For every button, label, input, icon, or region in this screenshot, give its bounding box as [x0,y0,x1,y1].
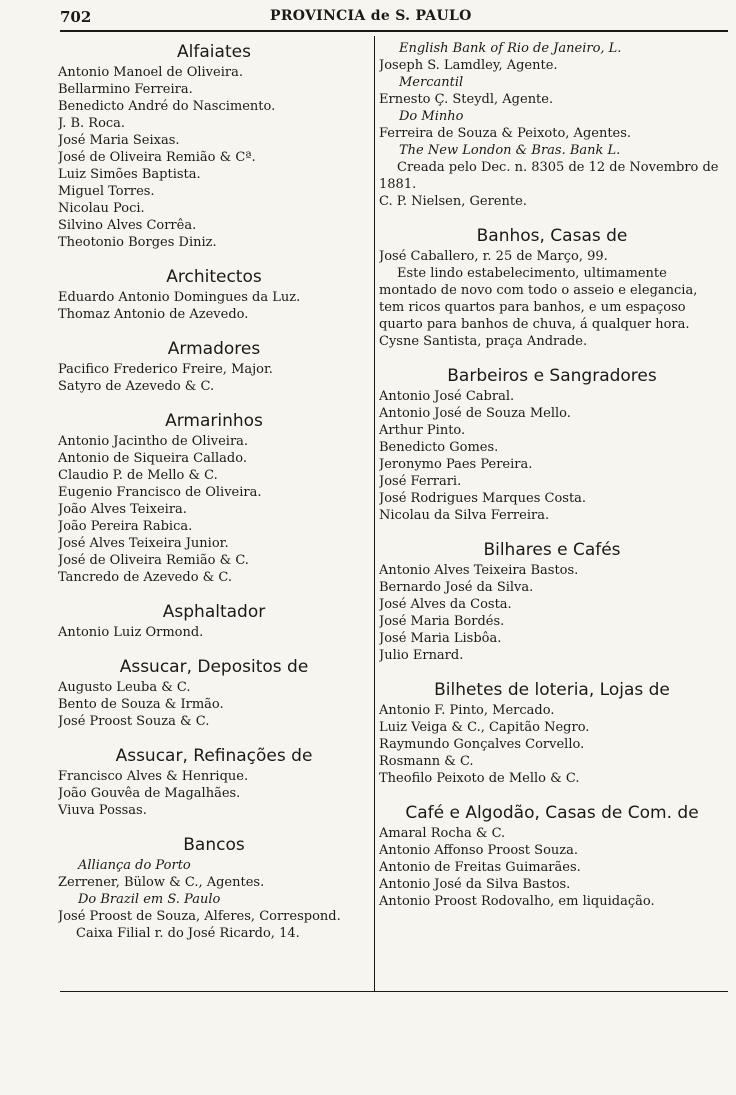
directory-entry: José Caballero, r. 25 de Março, 99. [379,249,608,264]
section-heading: Armadores [167,339,261,359]
directory-entry: José de Oliveira Remião & Cª. [58,150,256,165]
directory-entry: Ernesto Ç. Steydl, Agente. [379,92,554,107]
section-heading: Alfaiates [177,42,251,62]
directory-entry: Julio Ernard. [379,648,464,663]
section-heading: Assucar, Refinações de [115,746,313,766]
directory-entry: Antonio de Siqueira Callado. [58,451,247,466]
section-heading: Architectos [166,267,262,287]
directory-entry: Eugenio Francisco de Oliveira. [58,485,262,500]
directory-entry: Antonio José Cabral. [379,389,515,404]
column-divider [374,36,375,992]
directory-entry: Augusto Leuba & C. [58,680,191,695]
section-assucar-refinacoes [58,744,370,819]
directory-entry: Tancredo de Azevedo & C. [58,570,232,585]
directory-entry: Luiz Veiga & C., Capitão Negro. [379,720,590,735]
directory-entry: Nicolau da Silva Ferreira. [379,508,550,523]
directory-entry: Thomaz Antonio de Azevedo. [58,307,249,322]
section-assucar-depositos [58,655,370,730]
directory-entry: José Proost de Souza, Alferes, Correspond. [58,909,341,924]
directory-entry: Eduardo Antonio Domingues da Luz. [58,290,301,305]
directory-entry: Zerrener, Bülow & C., Agentes. [58,875,265,890]
directory-entry: José Proost Souza & C. [58,714,210,729]
directory-entry: José Maria Lisbôa. [379,631,502,646]
header-rule [60,30,728,32]
note-text: Este lindo estabelecimento, ultimamente montado de novo com todo o asseio e elegancia, tem ricos quartos para banhos, e um espaçoso quarto para banhos de chuva, á qualquer hora. [379,266,698,332]
section-cafe-algodao [379,801,725,910]
bank-name: Alliança do Porto [78,858,191,873]
directory-entry: Satyro de Azevedo & C. [58,379,215,394]
section-heading: Asphaltador [162,602,266,622]
directory-entry: Antonio Proost Rodovalho, em liquidação. [379,894,655,909]
section-heading: Bilhetes de loteria, Lojas de [434,680,670,700]
bank-name: Mercantil [399,75,464,90]
directory-entry: José Maria Seixas. [58,133,180,148]
directory-entry: C. P. Nielsen, Gerente. [379,194,527,209]
directory-entry: Bernardo José da Silva. [379,580,534,595]
section-heading: Barbeiros e Sangradores [447,366,657,386]
right-column [379,40,725,924]
section-heading: Banhos, Casas de [476,226,628,246]
directory-entry: Antonio Manoel de Oliveira. [58,65,243,80]
left-column [58,40,370,956]
directory-entry: Theotonio Borges Diniz. [58,235,217,250]
page-number: 702 [60,8,92,26]
directory-entry: José Alves Teixeira Junior. [58,536,229,551]
directory-entry: Bellarmino Ferreira. [58,82,193,97]
directory-entry: Cysne Santista, praça Andrade. [379,334,588,349]
directory-entry: José Alves da Costa. [379,597,512,612]
section-heading: Assucar, Depositos de [119,657,309,677]
directory-entry: Antonio José da Silva Bastos. [379,877,571,892]
bank-name: English Bank of Rio de Janeiro, L. [399,41,622,56]
directory-entry: João Alves Teixeira. [58,502,187,517]
directory-entry: José de Oliveira Remião & C. [58,553,249,568]
section-heading: Café e Algodão, Casas de Com. de [405,803,699,823]
directory-entry: Raymundo Gonçalves Corvello. [379,737,585,752]
section-heading: Bancos [183,835,245,855]
directory-entry: José Ferrari. [379,474,462,489]
directory-entry: Antonio F. Pinto, Mercado. [379,703,555,718]
section-bilhetes-loteria [379,678,725,787]
footer-rule [60,991,728,992]
section-alfaiates [58,40,370,251]
directory-entry: Antonio de Freitas Guimarães. [379,860,581,875]
directory-entry: Antonio Alves Teixeira Bastos. [379,563,579,578]
directory-entry: João Pereira Rabica. [58,519,193,534]
directory-entry: Luiz Simões Baptista. [58,167,201,182]
directory-entry: José Maria Bordés. [379,614,505,629]
directory-entry: Antonio Jacintho de Oliveira. [58,434,249,449]
section-bilhares [379,538,725,664]
section-armadores [58,337,370,395]
note-text: Creada pelo Dec. n. 8305 de 12 de Novembro de 1881. [379,160,719,192]
directory-entry: Antonio Luiz Ormond. [58,625,204,640]
directory-entry: Bento de Souza & Irmão. [58,697,224,712]
bank-name: Do Brazil em S. Paulo [78,892,221,907]
bank-name: Do Minho [399,109,464,124]
section-heading: Bilhares e Cafés [483,540,621,560]
directory-entry: Rosmann & C. [379,754,474,769]
bank-name: The New London & Bras. Bank L. [399,143,621,158]
directory-entry: Claudio P. de Mello & C. [58,468,218,483]
section-banhos [379,224,725,350]
directory-entry: Antonio José de Souza Mello. [379,406,571,421]
directory-entry: João Gouvêa de Magalhães. [58,786,241,801]
directory-entry: Benedicto Gomes. [379,440,499,455]
directory-entry: Arthur Pinto. [379,423,466,438]
directory-entry: Viuva Possas. [58,803,147,818]
directory-entry: Francisco Alves & Henrique. [58,769,249,784]
page-header-title: PROVINCIA de S. PAULO [270,8,472,24]
directory-entry: Amaral Rocha & C. [379,826,506,841]
section-architectos [58,265,370,323]
directory-entry: Antonio Affonso Proost Souza. [379,843,579,858]
directory-entry: Nicolau Poci. [58,201,145,216]
directory-entry: Ferreira de Souza & Peixoto, Agentes. [379,126,632,141]
section-barbeiros [379,364,725,524]
directory-entry: Jeronymo Paes Pereira. [379,457,533,472]
directory-entry: Joseph S. Lamdley, Agente. [379,58,558,73]
section-bancos [58,833,370,942]
directory-entry: Benedicto André do Nascimento. [58,99,276,114]
directory-entry: Pacifico Frederico Freire, Major. [58,362,273,377]
directory-entry: Miguel Torres. [58,184,155,199]
section-asphaltador [58,600,370,641]
directory-entry: Silvino Alves Corrêa. [58,218,197,233]
directory-entry: J. B. Roca. [58,116,126,131]
directory-entry: José Rodrigues Marques Costa. [379,491,587,506]
section-heading: Armarinhos [165,411,263,431]
section-armarinhos [58,409,370,586]
note-text: Caixa Filial r. do José Ricardo, 14. [76,926,300,941]
section-bancos-cont [379,40,725,210]
directory-entry: Theofilo Peixoto de Mello & C. [379,771,580,786]
